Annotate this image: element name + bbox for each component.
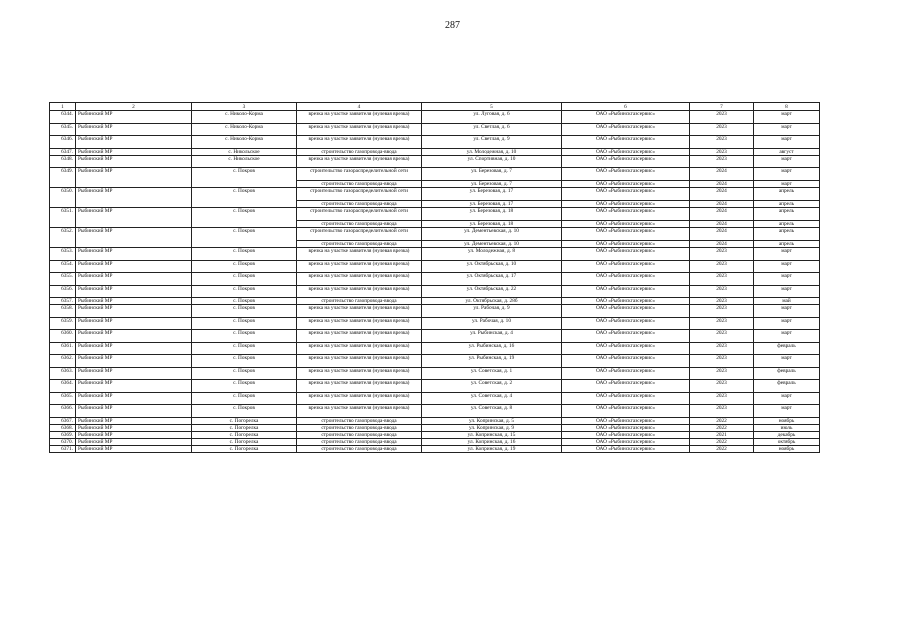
row-organization: ОАО «Рыбинскгазсервис» — [562, 392, 690, 405]
table-row — [50, 367, 820, 380]
table-row — [50, 273, 820, 286]
row-number: 6371. — [50, 445, 76, 452]
row-number: 6361. — [50, 342, 76, 355]
row-address: ул. Советская, д. 4 — [422, 392, 562, 405]
row-organization: ОАО «Рыбинскгазсервис» — [562, 431, 690, 438]
row-address: ул. Рабочая, д. 10 — [422, 317, 562, 330]
row-month: апрель — [754, 221, 820, 228]
column-header: 1 — [50, 103, 76, 111]
row-region: Рыбинский МР — [76, 260, 192, 273]
row-number: 6351. — [50, 208, 76, 228]
row-address: ул. Советская, д. 8 — [422, 405, 562, 418]
row-work-type: строительство газопровода-ввода — [297, 148, 422, 155]
row-locality: с. Покров — [192, 285, 297, 298]
row-year: 2023 — [690, 405, 754, 418]
row-number: 6360. — [50, 330, 76, 343]
row-locality: с. Покров — [192, 342, 297, 355]
row-work-type: строительство газопровода-ввода — [297, 298, 422, 305]
row-locality: с. Покров — [192, 305, 297, 318]
row-month: апрель — [754, 188, 820, 201]
table-row — [50, 438, 820, 445]
row-year: 2022 — [690, 424, 754, 431]
row-number: 6366. — [50, 405, 76, 418]
row-work-type: врезка на участке заявителя (нулевая врезка) — [297, 136, 422, 149]
row-year: 2023 — [690, 260, 754, 273]
table-row — [50, 248, 820, 261]
row-year: 2023 — [690, 342, 754, 355]
table-row — [50, 380, 820, 393]
table-row — [50, 136, 820, 149]
column-header: 7 — [690, 103, 754, 111]
row-address: ул. Советская, д. 2 — [422, 380, 562, 393]
row-number: 6356. — [50, 285, 76, 298]
row-month: март — [754, 168, 820, 181]
row-year: 2024 — [690, 221, 754, 228]
row-organization: ОАО «Рыбинскгазсервис» — [562, 355, 690, 368]
row-address: ул. Копринская, д. 5 — [422, 417, 562, 424]
row-locality: с. Покров — [192, 367, 297, 380]
row-year: 2024 — [690, 241, 754, 248]
row-organization: ОАО «Рыбинскгазсервис» — [562, 248, 690, 261]
row-number: 6350. — [50, 188, 76, 208]
row-locality: с. Покров — [192, 248, 297, 261]
row-work-type: врезка на участке заявителя (нулевая врезка) — [297, 317, 422, 330]
column-header: 6 — [562, 103, 690, 111]
row-locality: с. Покров — [192, 188, 297, 208]
row-month: март — [754, 330, 820, 343]
row-region: Рыбинский МР — [76, 168, 192, 188]
row-year: 2023 — [690, 155, 754, 168]
row-address: ул. Октябрьская, д. 22 — [422, 285, 562, 298]
row-work-type: строительство газопровода-ввода — [297, 417, 422, 424]
row-work-type: строительство газопровода-ввода — [297, 181, 422, 188]
row-year: 2023 — [690, 305, 754, 318]
row-organization: ОАО «Рыбинскгазсервис» — [562, 208, 690, 221]
row-month: декабрь — [754, 431, 820, 438]
row-organization: ОАО «Рыбинскгазсервис» — [562, 417, 690, 424]
row-number: 6365. — [50, 392, 76, 405]
row-organization: ОАО «Рыбинскгазсервис» — [562, 201, 690, 208]
row-region: Рыбинский МР — [76, 305, 192, 318]
row-work-type: врезка на участке заявителя (нулевая врезка) — [297, 248, 422, 261]
row-region: Рыбинский МР — [76, 438, 192, 445]
row-work-type: врезка на участке заявителя (нулевая врезка) — [297, 405, 422, 418]
row-organization: ОАО «Рыбинскгазсервис» — [562, 424, 690, 431]
row-work-type: врезка на участке заявителя (нулевая врезка) — [297, 392, 422, 405]
row-organization: ОАО «Рыбинскгазсервис» — [562, 330, 690, 343]
row-address: ул. Рыбинская, д. 16 — [422, 342, 562, 355]
row-address: ул. Октябрьская, д. 10 — [422, 260, 562, 273]
row-year: 2021 — [690, 431, 754, 438]
row-number: 6358. — [50, 305, 76, 318]
row-number: 6362. — [50, 355, 76, 368]
row-number: 6355. — [50, 273, 76, 286]
row-work-type: врезка на участке заявителя (нулевая врезка) — [297, 111, 422, 124]
row-month: март — [754, 285, 820, 298]
row-organization: ОАО «Рыбинскгазсервис» — [562, 438, 690, 445]
table-body — [50, 111, 820, 453]
row-work-type: врезка на участке заявителя (нулевая врезка) — [297, 380, 422, 393]
page-number: 287 — [445, 20, 460, 31]
row-work-type: строительство газораспределительной сети — [297, 208, 422, 221]
row-work-type: строительство газопровода-ввода — [297, 221, 422, 228]
row-work-type: врезка на участке заявителя (нулевая врезка) — [297, 342, 422, 355]
row-locality: с. Покров — [192, 330, 297, 343]
row-address: ул. Березовая, д. 17 — [422, 188, 562, 201]
row-number: 6345. — [50, 123, 76, 136]
row-organization: ОАО «Рыбинскгазсервис» — [562, 305, 690, 318]
row-year: 2022 — [690, 417, 754, 424]
row-work-type: строительство газопровода-ввода — [297, 445, 422, 452]
row-region: Рыбинский МР — [76, 148, 192, 155]
row-locality: с. Покров — [192, 168, 297, 188]
row-region: Рыбинский МР — [76, 445, 192, 452]
row-region: Рыбинский МР — [76, 111, 192, 124]
row-locality: с. Покров — [192, 273, 297, 286]
row-month: апрель — [754, 241, 820, 248]
table-row — [50, 123, 820, 136]
row-address: ул. Березовая, д. 7 — [422, 181, 562, 188]
table-row — [50, 208, 820, 221]
row-organization: ОАО «Рыбинскгазсервис» — [562, 155, 690, 168]
row-address: ул. Дементьевская, д. 10 — [422, 228, 562, 241]
row-organization: ОАО «Рыбинскгазсервис» — [562, 260, 690, 273]
row-locality: с. Покров — [192, 317, 297, 330]
row-month: март — [754, 273, 820, 286]
row-address: ул. Рыбинская, д. 4 — [422, 330, 562, 343]
row-address: ул. Копринская, д. 9 — [422, 424, 562, 431]
row-work-type: строительство газопровода-ввода — [297, 431, 422, 438]
row-organization: ОАО «Рыбинскгазсервис» — [562, 221, 690, 228]
row-locality: с. Николо-Корма — [192, 111, 297, 124]
row-locality: с. Покров — [192, 392, 297, 405]
row-month: март — [754, 248, 820, 261]
row-year: 2023 — [690, 148, 754, 155]
row-year: 2023 — [690, 298, 754, 305]
table-row — [50, 417, 820, 424]
row-work-type: врезка на участке заявителя (нулевая врезка) — [297, 305, 422, 318]
row-number: 6370. — [50, 438, 76, 445]
row-locality: с. Покров — [192, 380, 297, 393]
column-header: 5 — [422, 103, 562, 111]
row-month: март — [754, 136, 820, 149]
table-row — [50, 342, 820, 355]
row-organization: ОАО «Рыбинскгазсервис» — [562, 342, 690, 355]
row-locality: с. Покров — [192, 228, 297, 248]
row-locality: с. Погорелка — [192, 417, 297, 424]
row-year: 2023 — [690, 273, 754, 286]
row-organization: ОАО «Рыбинскгазсервис» — [562, 136, 690, 149]
row-work-type: врезка на участке заявителя (нулевая врезка) — [297, 273, 422, 286]
row-month: март — [754, 155, 820, 168]
row-organization: ОАО «Рыбинскгазсервис» — [562, 168, 690, 181]
row-month: апрель — [754, 201, 820, 208]
row-address: ул. Луговая, д. 6 — [422, 111, 562, 124]
row-locality: с. Погорелка — [192, 431, 297, 438]
row-region: Рыбинский МР — [76, 136, 192, 149]
table-row — [50, 424, 820, 431]
row-region: Рыбинский МР — [76, 367, 192, 380]
row-number: 6357. — [50, 298, 76, 305]
row-year: 2023 — [690, 136, 754, 149]
row-month: март — [754, 317, 820, 330]
row-month: август — [754, 148, 820, 155]
row-year: 2024 — [690, 201, 754, 208]
row-number: 6353. — [50, 248, 76, 261]
row-region: Рыбинский МР — [76, 317, 192, 330]
row-month: февраль — [754, 342, 820, 355]
row-month: март — [754, 111, 820, 124]
row-work-type: врезка на участке заявителя (нулевая врезка) — [297, 367, 422, 380]
row-work-type: врезка на участке заявителя (нулевая врезка) — [297, 330, 422, 343]
row-year: 2023 — [690, 248, 754, 261]
row-region: Рыбинский МР — [76, 285, 192, 298]
row-year: 2023 — [690, 285, 754, 298]
row-region: Рыбинский МР — [76, 431, 192, 438]
table-row — [50, 305, 820, 318]
row-year: 2024 — [690, 188, 754, 201]
row-month: октябрь — [754, 438, 820, 445]
column-header: 3 — [192, 103, 297, 111]
row-locality: с. Николо-Корма — [192, 123, 297, 136]
column-header: 2 — [76, 103, 192, 111]
row-address: ул. Копринская, д. 16 — [422, 438, 562, 445]
row-year: 2023 — [690, 111, 754, 124]
row-work-type: строительство газопровода-ввода — [297, 424, 422, 431]
row-number: 6349. — [50, 168, 76, 188]
row-region: Рыбинский МР — [76, 188, 192, 208]
row-region: Рыбинский МР — [76, 424, 192, 431]
row-number: 6359. — [50, 317, 76, 330]
row-address: ул. Копринская, д. 15 — [422, 431, 562, 438]
row-organization: ОАО «Рыбинскгазсервис» — [562, 273, 690, 286]
table-row — [50, 228, 820, 241]
table-row — [50, 111, 820, 124]
row-address: ул. Дементьевская, д. 10 — [422, 241, 562, 248]
row-number: 6348. — [50, 155, 76, 168]
row-address: ул. Березовая, д. 18 — [422, 208, 562, 221]
row-locality: с. Никольское — [192, 148, 297, 155]
row-address: ул. Рыбинская, д. 19 — [422, 355, 562, 368]
table-row — [50, 155, 820, 168]
row-organization: ОАО «Рыбинскгазсервис» — [562, 445, 690, 452]
table-row — [50, 298, 820, 305]
row-work-type: врезка на участке заявителя (нулевая врезка) — [297, 285, 422, 298]
row-address: ул. Советская, д. 1 — [422, 367, 562, 380]
row-locality: с. Погорелка — [192, 438, 297, 445]
row-organization: ОАО «Рыбинскгазсервис» — [562, 405, 690, 418]
table-row — [50, 285, 820, 298]
row-number: 6346. — [50, 136, 76, 149]
row-region: Рыбинский МР — [76, 342, 192, 355]
row-number: 6347. — [50, 148, 76, 155]
row-locality: с. Никольское — [192, 155, 297, 168]
row-address: ул. Молодежная, д. 10 — [422, 148, 562, 155]
column-number-row — [50, 103, 820, 111]
row-year: 2023 — [690, 330, 754, 343]
table-row — [50, 168, 820, 181]
table-row — [50, 445, 820, 452]
row-year: 2023 — [690, 392, 754, 405]
row-region: Рыбинский МР — [76, 273, 192, 286]
row-locality: с. Погорелка — [192, 445, 297, 452]
row-locality: с. Покров — [192, 260, 297, 273]
row-organization: ОАО «Рыбинскгазсервис» — [562, 228, 690, 241]
row-year: 2023 — [690, 380, 754, 393]
row-address: ул. Спортивная, д. 10 — [422, 155, 562, 168]
row-organization: ОАО «Рыбинскгазсервис» — [562, 380, 690, 393]
row-region: Рыбинский МР — [76, 405, 192, 418]
row-organization: ОАО «Рыбинскгазсервис» — [562, 111, 690, 124]
row-year: 2023 — [690, 367, 754, 380]
row-organization: ОАО «Рыбинскгазсервис» — [562, 298, 690, 305]
row-work-type: строительство газораспределительной сети — [297, 168, 422, 181]
row-year: 2023 — [690, 355, 754, 368]
row-address: ул. Рабочая, д. 9 — [422, 305, 562, 318]
row-organization: ОАО «Рыбинскгазсервис» — [562, 285, 690, 298]
row-address: ул. Молодежная, д. 8 — [422, 248, 562, 261]
row-region: Рыбинский МР — [76, 123, 192, 136]
row-number: 6364. — [50, 380, 76, 393]
row-organization: ОАО «Рыбинскгазсервис» — [562, 367, 690, 380]
row-organization: ОАО «Рыбинскгазсервис» — [562, 317, 690, 330]
column-header: 4 — [297, 103, 422, 111]
row-month: март — [754, 305, 820, 318]
row-month: ноябрь — [754, 445, 820, 452]
row-region: Рыбинский МР — [76, 228, 192, 248]
row-work-type: строительство газораспределительной сети — [297, 188, 422, 201]
row-locality: с. Покров — [192, 355, 297, 368]
row-number: 6368. — [50, 424, 76, 431]
row-month: март — [754, 260, 820, 273]
row-locality: с. Покров — [192, 208, 297, 228]
table-row — [50, 431, 820, 438]
row-locality: с. Погорелка — [192, 424, 297, 431]
row-number: 6367. — [50, 417, 76, 424]
row-address: ул. Березовая, д. 7 — [422, 168, 562, 181]
table-row — [50, 260, 820, 273]
row-work-type: врезка на участке заявителя (нулевая врезка) — [297, 260, 422, 273]
row-region: Рыбинский МР — [76, 155, 192, 168]
table-row — [50, 148, 820, 155]
row-work-type: строительство газораспределительной сети — [297, 228, 422, 241]
row-year: 2023 — [690, 123, 754, 136]
row-address: ул. Березовая, д. 17 — [422, 201, 562, 208]
table-row — [50, 355, 820, 368]
row-month: март — [754, 123, 820, 136]
row-work-type: врезка на участке заявителя (нулевая врезка) — [297, 155, 422, 168]
row-address: ул. Октябрьская, д. 28б — [422, 298, 562, 305]
row-month: ноябрь — [754, 417, 820, 424]
row-month: май — [754, 298, 820, 305]
table-row — [50, 330, 820, 343]
row-organization: ОАО «Рыбинскгазсервис» — [562, 181, 690, 188]
row-region: Рыбинский МР — [76, 298, 192, 305]
row-number: 6352. — [50, 228, 76, 248]
row-year: 2024 — [690, 181, 754, 188]
row-month: июль — [754, 424, 820, 431]
gasification-schedule-table — [49, 102, 820, 453]
row-organization: ОАО «Рыбинскгазсервис» — [562, 241, 690, 248]
row-address: ул. Светлая, д. 6 — [422, 123, 562, 136]
row-month: март — [754, 392, 820, 405]
row-region: Рыбинский МР — [76, 380, 192, 393]
row-work-type: строительство газопровода-ввода — [297, 201, 422, 208]
row-region: Рыбинский МР — [76, 417, 192, 424]
table-row — [50, 188, 820, 201]
row-address: ул. Октябрьская, д. 17 — [422, 273, 562, 286]
row-month: апрель — [754, 208, 820, 221]
column-header: 8 — [754, 103, 820, 111]
row-year: 2024 — [690, 208, 754, 221]
row-month: март — [754, 405, 820, 418]
row-year: 2023 — [690, 317, 754, 330]
row-organization: ОАО «Рыбинскгазсервис» — [562, 148, 690, 155]
row-month: февраль — [754, 367, 820, 380]
row-year: 2024 — [690, 228, 754, 241]
row-month: март — [754, 355, 820, 368]
row-region: Рыбинский МР — [76, 330, 192, 343]
row-number: 6344. — [50, 111, 76, 124]
table-row — [50, 317, 820, 330]
row-address: ул. Березовая, д. 18 — [422, 221, 562, 228]
row-month: февраль — [754, 380, 820, 393]
row-work-type: врезка на участке заявителя (нулевая врезка) — [297, 123, 422, 136]
row-month: март — [754, 181, 820, 188]
row-region: Рыбинский МР — [76, 248, 192, 261]
row-year: 2024 — [690, 168, 754, 181]
row-number: 6363. — [50, 367, 76, 380]
table-row — [50, 392, 820, 405]
row-region: Рыбинский МР — [76, 208, 192, 228]
row-address: ул. Копринская, д. 19 — [422, 445, 562, 452]
row-organization: ОАО «Рыбинскгазсервис» — [562, 123, 690, 136]
row-locality: с. Покров — [192, 298, 297, 305]
row-locality: с. Покров — [192, 405, 297, 418]
row-year: 2022 — [690, 445, 754, 452]
row-organization: ОАО «Рыбинскгазсервис» — [562, 188, 690, 201]
row-work-type: строительство газопровода-ввода — [297, 241, 422, 248]
row-year: 2022 — [690, 438, 754, 445]
table-row — [50, 405, 820, 418]
row-number: 6354. — [50, 260, 76, 273]
row-address: ул. Светлая, д. 9 — [422, 136, 562, 149]
row-work-type: врезка на участке заявителя (нулевая врезка) — [297, 355, 422, 368]
row-locality: с. Николо-Корма — [192, 136, 297, 149]
row-month: апрель — [754, 228, 820, 241]
row-region: Рыбинский МР — [76, 392, 192, 405]
row-number: 6369. — [50, 431, 76, 438]
row-work-type: строительство газопровода-ввода — [297, 438, 422, 445]
row-region: Рыбинский МР — [76, 355, 192, 368]
